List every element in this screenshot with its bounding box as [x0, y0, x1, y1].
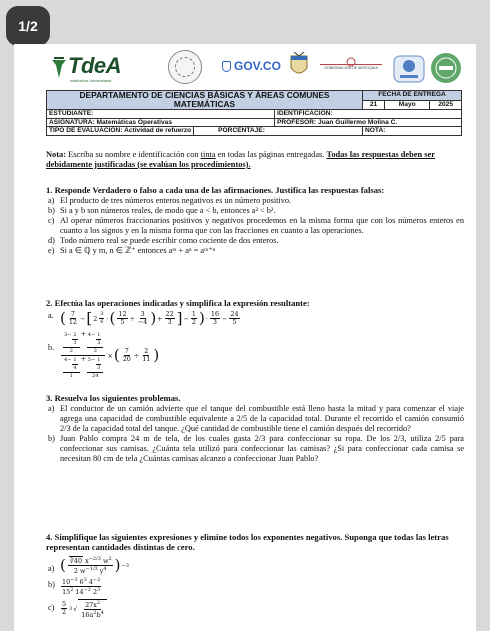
exercise-2b	[46, 331, 464, 380]
expression-4c: $\frac{5}{2}$ 3 √ $\frac{27x^2}{16a^2b^4}$	[60, 599, 107, 619]
grade-label: NOTA:	[363, 127, 462, 136]
note-lead: Nota:	[46, 150, 67, 159]
item-label: c)	[48, 602, 55, 612]
delivery-month: Mayo	[385, 100, 430, 110]
delivery-date-label: FECHA DE ENTREGA	[363, 91, 462, 101]
institution-seal-icon	[168, 50, 202, 84]
item-label: a.	[48, 311, 54, 320]
professor-field: PROFESOR: Juan Guillermo Molina C.	[275, 118, 462, 127]
expression-2a: ( $\frac{7}{12}$ − [ 2 $\frac{3}{6}$ · ( $\frac{12}{5}$ ÷ $\frac{3}{-4}$ ) + $\frac{22}{3}$ ] − $\frac{1}{2}$ ) · $\frac{16}{3}$ − $\frac{24}{5}$	[60, 309, 239, 327]
list-item	[46, 246, 464, 256]
list-item	[46, 216, 464, 236]
govco-logo	[222, 59, 281, 73]
item-label: a)	[48, 564, 55, 573]
item-label: b)	[48, 434, 55, 443]
exercise-4c	[46, 599, 464, 619]
note-text-2: en todas las páginas entregadas.	[215, 150, 327, 159]
note-text-1: Escriba su nombre e identificación con	[66, 150, 201, 159]
item-label: d)	[48, 236, 55, 245]
student-label: ESTUDIANTE:	[47, 110, 275, 119]
question-2	[46, 298, 464, 380]
item-text: Al operar números fraccionarios positivos y negativos procedemos en la misma forma que con los números enteros en cuanto a los signos y en la misma forma que con las fracciones en cuanto a las operaciones.	[60, 216, 464, 235]
item-label: b)	[48, 580, 55, 590]
logo-band	[50, 50, 460, 88]
item-text: El producto de tres números enteros negativos es un número positivo.	[60, 196, 292, 205]
item-label: e)	[48, 246, 55, 255]
instructions-note	[46, 150, 464, 170]
delivery-day: 21	[363, 100, 385, 110]
question-3	[46, 393, 464, 464]
gobernacion-text: GOBERNACIÓN DE ANTIOQUIA	[324, 66, 378, 70]
gobernacion-antioquia-logo	[320, 54, 382, 78]
expression-4b: $\frac{10^{-3} 6^3 4^{-2}}{15^2 14^{-2} 2^3}$	[62, 577, 101, 597]
delivery-year: 2025	[430, 100, 462, 110]
question-4-title: 4. Simplifique las siguientes expresiones y elimine todos los exponentes negativos. Suponga que todas las letras representan cantidades distintas de cero.	[46, 532, 449, 552]
item-text: Juan Pablo compra 24 m de tela, de los cuales gasta 2/3 para confeccionar su ropa. De los 2/3, utiliza 2/5 para confeccionar sus camisas. ¿Cuánta tela utilizó para confeccionar las camisas? ¿Si para confeccionar cada camisa se necesitan 80 cm de tela ¿Cuántas camisas alcanzo a confeccionar Juan Pablo?	[60, 434, 464, 463]
certification-seal-icon	[430, 52, 462, 84]
percentage-label: PORCENTAJE:	[194, 127, 363, 136]
note-ink: tinta	[200, 150, 216, 159]
colombia-coat-of-arms-icon	[288, 52, 310, 80]
item-label: a)	[48, 404, 55, 413]
department-title: DEPARTAMENTO DE CIENCIAS BÁSICAS Y ÁREAS COMUNES	[47, 91, 363, 101]
item-label: a)	[48, 196, 55, 205]
question-1	[46, 185, 464, 256]
note-emphasis: Todas las respuestas deben ser debidamente justificadas (se evalúan los procedimientos).	[46, 150, 435, 169]
expression-4a: ( $\frac{∛40 x^{-2/3} w^2}{2 w^{-1/3} y^4}$ ) −3	[60, 556, 129, 576]
tdea-mark-icon	[50, 56, 68, 80]
partner-logo-icon	[392, 54, 426, 84]
evaluation-type: TIPO DE EVALUACIÓN: Actividad de refuerzo	[47, 127, 194, 136]
item-text: El conductor de un camión advierte que el tanque del combustible está lleno hasta la mitad y para comenzar el viaje agrega una capacidad de combustible equivalente a 2/5 de la capacidad total. Durante el recorrido el camión consumió 2/3 de la capacidad total del tanque. ¿Qué cantidad de combustible tiene el camión después del recorrido?	[60, 404, 464, 433]
subject-field: ASIGNATURA: Matemáticas Operativas	[47, 118, 275, 127]
question-1-title: 1. Responde Verdadero o falso a cada una de las afirmaciones. Justifica las respuestas falsas:	[46, 185, 385, 195]
item-label: b)	[48, 206, 55, 215]
govco-text: GOV.CO	[234, 59, 281, 73]
tdea-subtitle: Institución Universitaria	[70, 78, 112, 83]
question-3-title: 3. Resuelva los siguientes problemas.	[46, 393, 181, 403]
exercise-4b	[46, 577, 464, 596]
document-page	[14, 44, 476, 631]
list-item	[46, 404, 464, 434]
exercise-2a	[46, 311, 464, 326]
identification-label: IDENTIFICACIÓN:	[275, 110, 462, 119]
item-label: b.	[48, 343, 55, 352]
tdea-logo	[50, 52, 142, 86]
item-label: c)	[48, 216, 55, 225]
question-2-title: 2. Efectúa las operaciones indicadas y simplifica la expresión resultante:	[46, 298, 310, 308]
exercise-4a	[46, 556, 464, 575]
item-text: Si a y b son números reales, de modo que a < b, entonces a² < b².	[60, 206, 276, 215]
header-table	[46, 90, 462, 136]
tdea-wordmark: TdeA	[68, 53, 121, 78]
list-item	[46, 434, 464, 464]
area-title: MATEMÁTICAS	[47, 100, 363, 110]
expression-2b: 3− $\frac{2}{3}$ 2 + 4− $\frac{1}{3}$ 3 4− $\frac{1}{4}$ 1 + 5− $\frac{1}{3}$ 24 × ( $\frac{7}{20}$ ÷ $\frac{2}{11}$ )	[60, 331, 159, 380]
govco-shield-icon	[222, 61, 231, 72]
list-item	[46, 236, 464, 246]
question-4	[46, 532, 464, 619]
item-text: Todo número real se puede escribir como cociente de dos enteros.	[60, 236, 279, 245]
item-text: Si a ∈ ℚ y m, n ∈ ℤ⁺ entonces aᵐ + aⁿ = aᵐ⁺ⁿ	[60, 246, 216, 255]
page-indicator: 1/2	[6, 6, 50, 46]
list-item	[46, 206, 464, 216]
list-item	[46, 196, 464, 206]
